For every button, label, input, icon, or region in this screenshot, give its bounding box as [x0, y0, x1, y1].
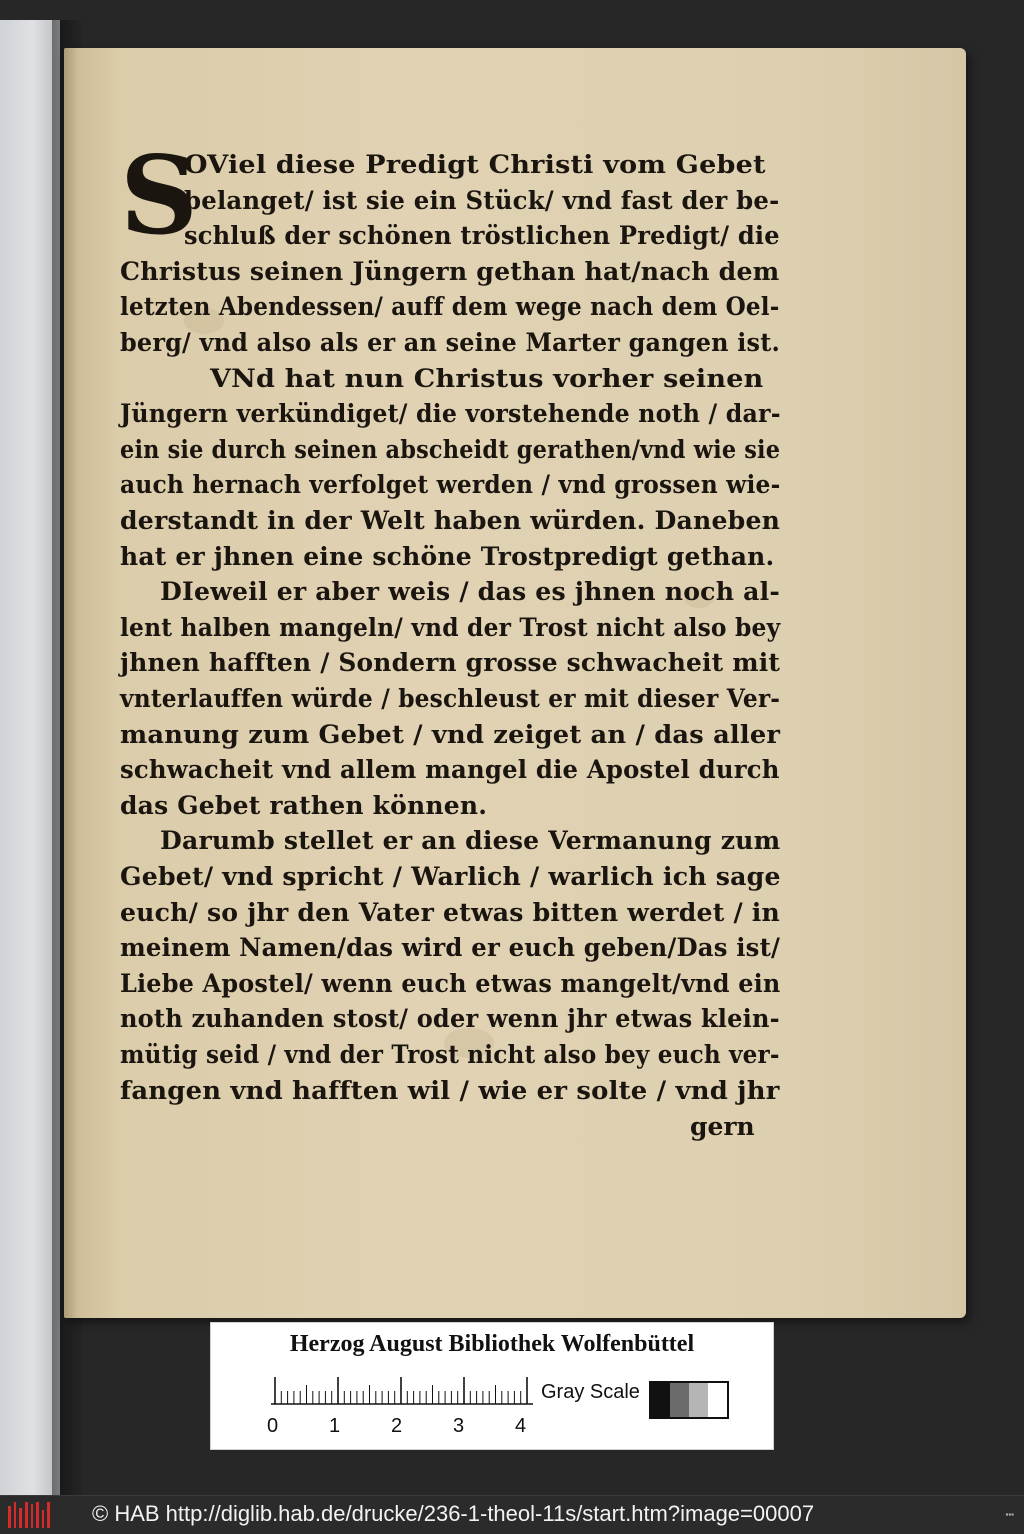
measurement-ruler — [271, 1375, 533, 1405]
text-line: Jüngern verkündiget/ die vorstehende noth / dar- — [120, 399, 781, 429]
text-line: Gebet/ vnd spricht / Warlich / warlich ich sage — [120, 862, 781, 891]
gray-swatch — [670, 1383, 689, 1417]
ruler-digit: 4 — [515, 1415, 527, 1437]
ruler-digit: 1 — [329, 1415, 341, 1437]
text-line: Christus seinen Jüngern gethan hat/nach dem — [120, 256, 780, 286]
gray-swatch — [708, 1383, 727, 1417]
text-line: vnterlauffen würde / beschleust er mit dieser Ver- — [120, 684, 781, 713]
text-line: das Gebet rathen können. — [120, 790, 488, 820]
text-line: mütig seid / vnd der Trost nicht also bey euch ver- — [120, 1040, 780, 1069]
grayscale-label: Gray Scale — [541, 1381, 640, 1403]
text-line: DIeweil er aber weis / das es jhnen noch al- — [160, 577, 781, 607]
text-line: manung zum Gebet / vnd zeiget an / das aller — [120, 719, 781, 749]
text-line: schwacheit vnd allem mangel die Apostel durch — [120, 755, 780, 785]
catchword: gern — [690, 1112, 755, 1141]
text-line: euch/ so jhr den Vater etwas bitten werdet / in — [120, 897, 781, 927]
gray-swatch — [689, 1383, 708, 1417]
text-line: fangen vnd hafften wil / wie er solte / vnd jhr — [120, 1075, 780, 1105]
text-line: derstandt in der Welt haben würden. Daneben — [120, 506, 781, 535]
hab-logo-icon — [8, 1500, 50, 1528]
text-line: auch hernach verfolget werden / vnd grossen wie- — [120, 470, 781, 500]
footer-dots-icon: ▪▪▪ — [1005, 1510, 1014, 1519]
ruler-digit: 0 — [267, 1415, 279, 1437]
text-line: meinem Namen/das wird er euch geben/Das ist/ — [120, 933, 781, 963]
text-line: lent halben mangeln/ vnd der Trost nicht also bey — [120, 612, 781, 642]
drop-cap-initial: S — [120, 133, 198, 259]
ruler-digits — [267, 1415, 547, 1441]
text-line: VNd hat nun Christus vorher seinen — [210, 363, 764, 393]
library-name: Herzog August Bibliothek Wolfenbüttel — [289, 1331, 695, 1357]
text-line: schluß der schönen tröstlichen Predigt/ die — [184, 221, 780, 251]
footer-bar — [0, 1495, 1024, 1534]
facing-page-edge — [0, 20, 60, 1495]
text-line: ein sie durch seinen abscheidt gerathen/vnd wie sie — [120, 434, 781, 464]
ruler-digit: 2 — [391, 1415, 403, 1437]
gray-swatch — [651, 1383, 670, 1417]
text-line: berg/ vnd also als er an seine Marter gangen ist. — [120, 328, 780, 357]
grayscale-swatches — [649, 1381, 729, 1419]
text-line: jhnen hafften / Sondern grosse schwacheit mit — [120, 648, 781, 678]
text-line: OViel diese Predigt Christi vom Gebet — [184, 150, 766, 179]
text-line: Liebe Apostel/ wenn euch etwas mangelt/vnd ein — [120, 968, 781, 998]
page-gutter — [64, 48, 78, 1318]
text-line: belanget/ ist sie ein Stück/ vnd fast der be- — [184, 185, 780, 215]
library-label-card — [210, 1322, 774, 1450]
ruler-digit: 3 — [453, 1415, 465, 1437]
text-line: noth zuhanden stost/ oder wenn jhr etwas klein- — [120, 1004, 780, 1034]
text-line: letzten Abendessen/ auff dem wege nach dem Oel- — [120, 292, 780, 322]
text-line: hat er jhnen eine schöne Trostpredigt gethan. — [120, 541, 775, 571]
copyright-url[interactable]: © HAB http://diglib.hab.de/drucke/236-1-theol-11s/start.htm?image=00007 — [92, 1501, 815, 1526]
text-line: Darumb stellet er an diese Vermanung zum — [160, 826, 781, 856]
